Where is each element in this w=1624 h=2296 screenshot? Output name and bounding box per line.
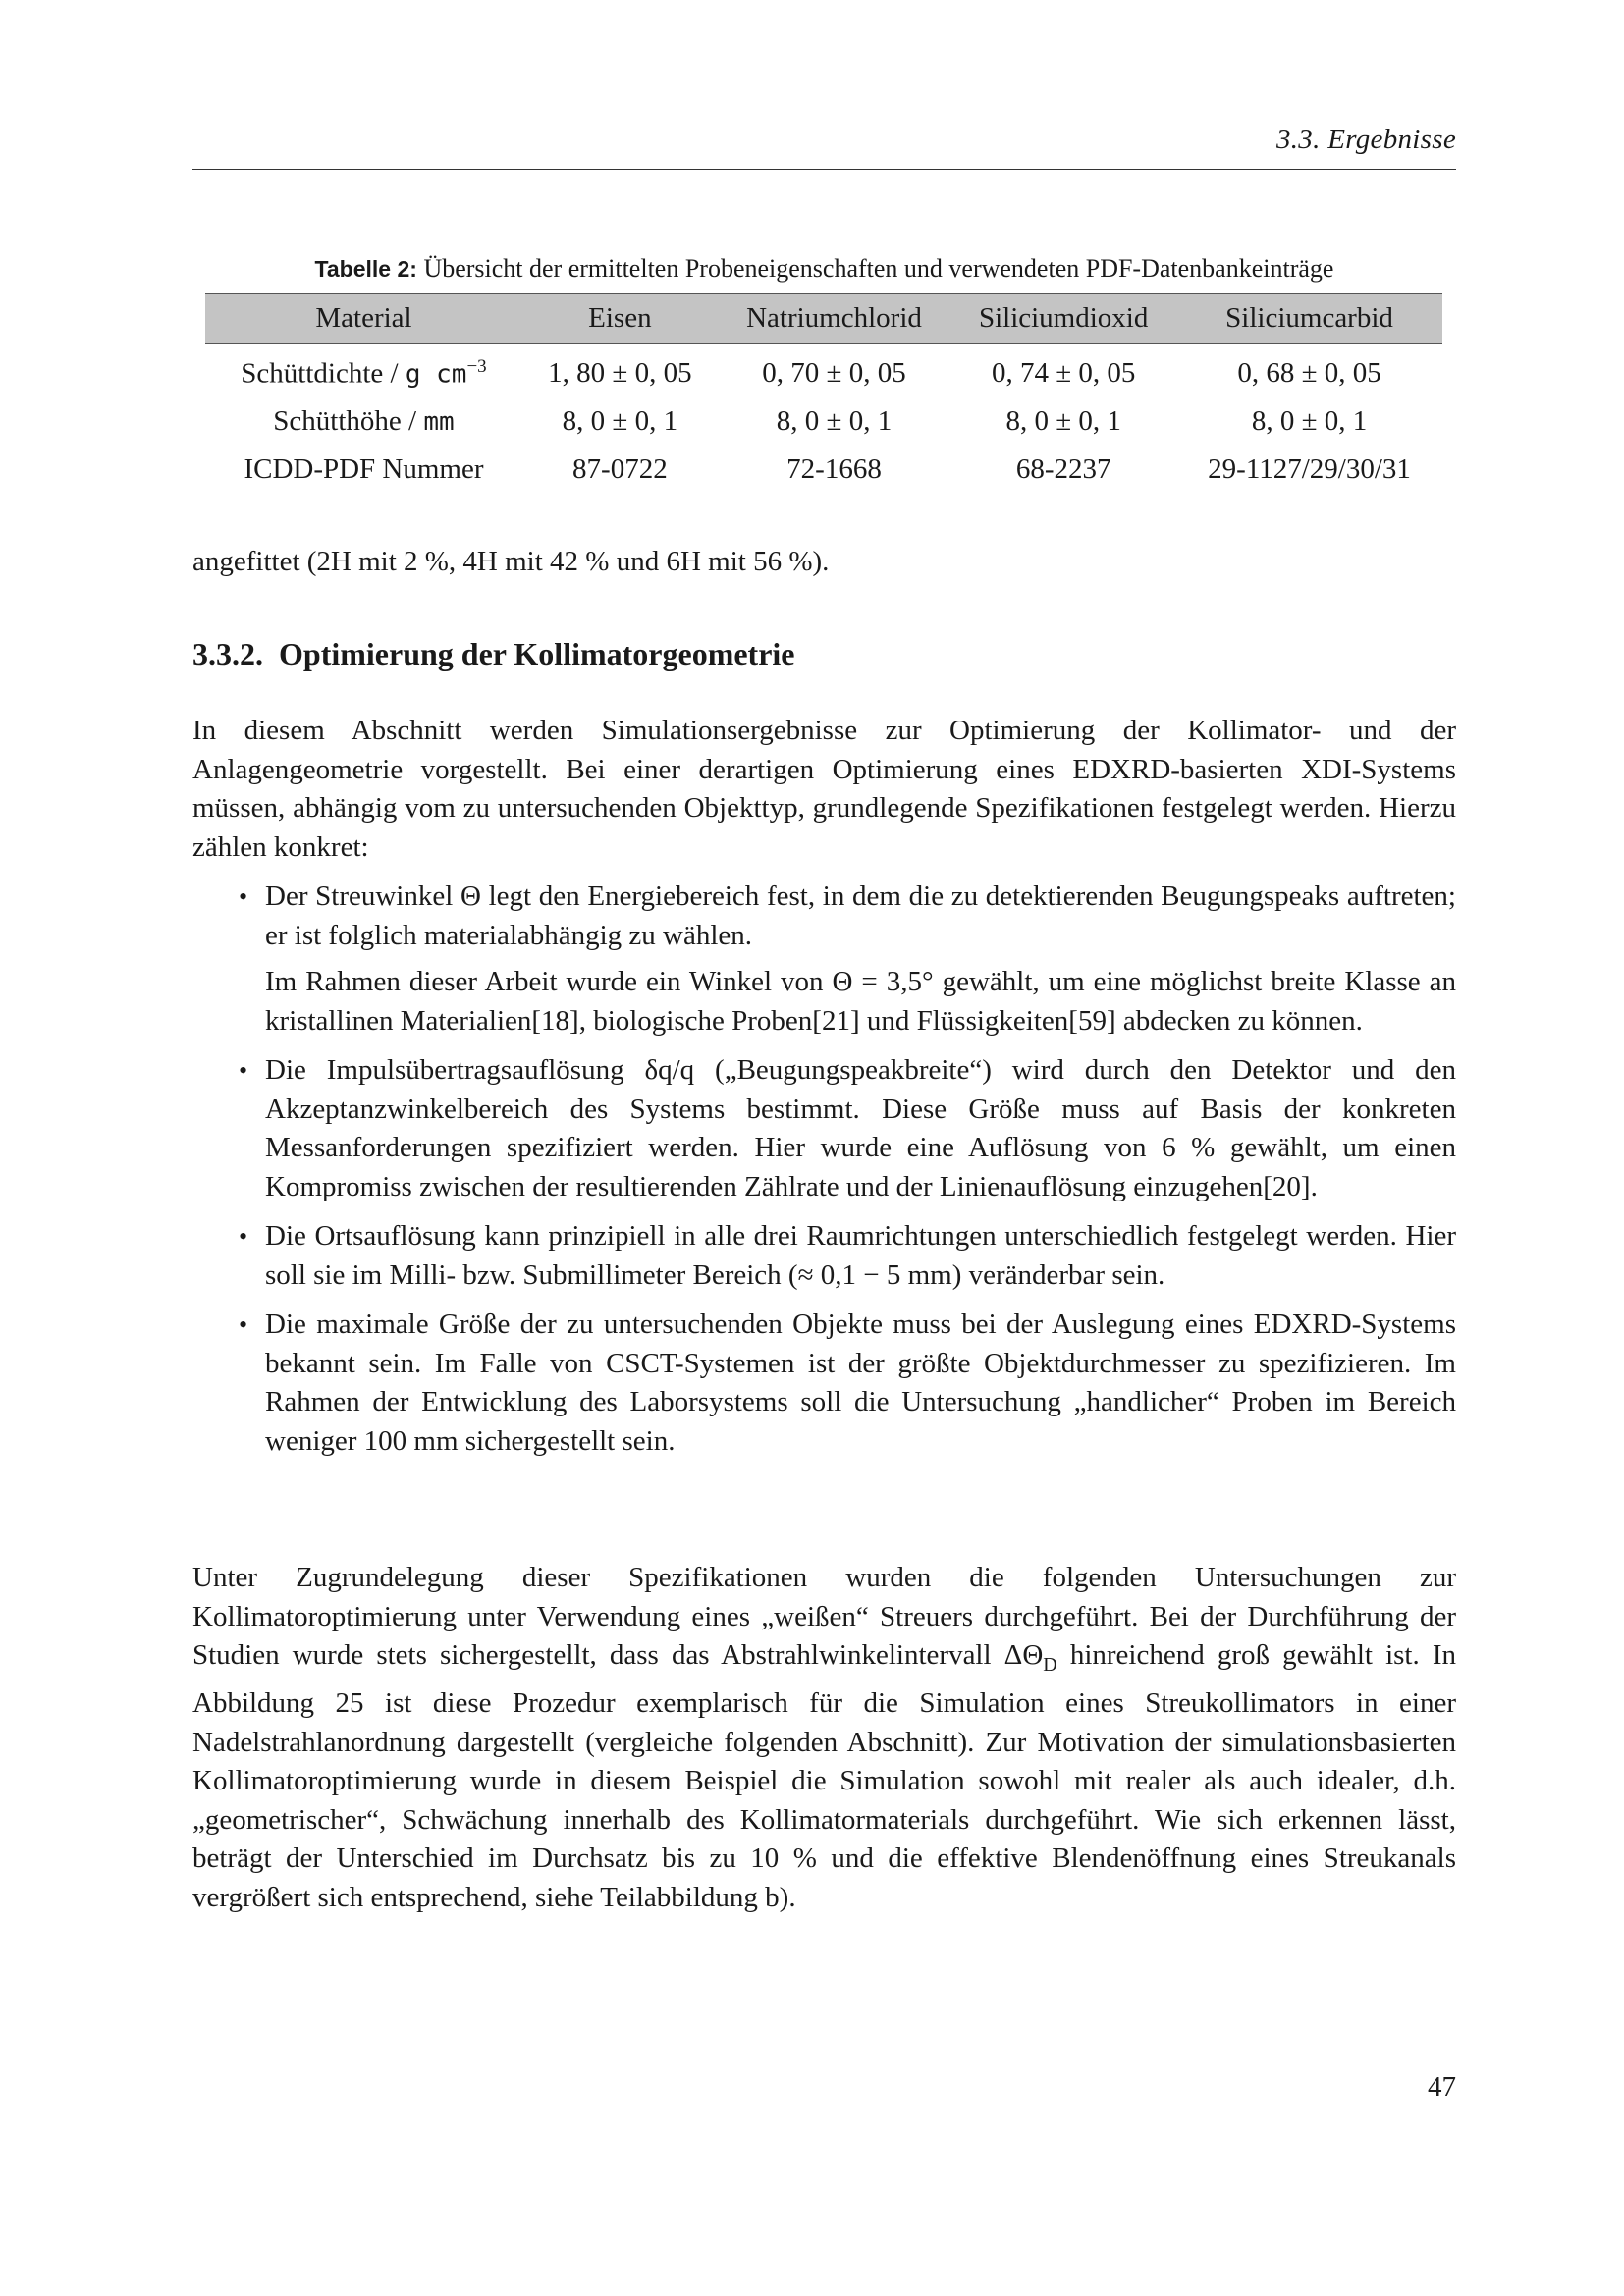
running-header: 3.3. Ergebnisse — [1275, 124, 1456, 155]
list-item-text: Die maximale Größe der zu untersuchenden Objekte muss bei der Auslegung eines EDXRD-Systems bekannt sein. Im Falle von CSCT-Systemen ist der größte Objektdurchmesser zu spezifizieren. Im Rahmen der Entwicklung des Laborsystems soll die Untersuchung „handlicher“ Proben im Bereich weniger 100 mm sichergestellt sein. — [265, 1308, 1456, 1457]
column-header: Material — [205, 294, 522, 344]
row-label-text: Schütthöhe / — [273, 405, 424, 437]
list-item-text: Die Impulsübertragsauflösung δq/q („Beugungspeakbreite“) wird durch den Detektor und den Akzeptanzwinkelbereich des Systems bestimmt. Diese Größe muss auf Basis der konkreten Messanforderungen spezifiziert werden. Hier wurde eine Auflösung von 6 % gewählt, um einen Kompromiss zwischen der resultierenden Zählrate und der Linienauflösung einzugehen[20]. — [265, 1054, 1456, 1202]
row-unit: g cm — [405, 359, 467, 390]
column-header: Natriumchlorid — [718, 294, 950, 344]
row-label-text: Schüttdichte / — [241, 357, 406, 390]
list-item — [192, 1306, 1456, 1461]
table-row — [205, 398, 1442, 446]
paragraph-outro — [192, 1559, 1456, 1917]
column-header: Siliciumdioxid — [950, 294, 1176, 344]
properties-table — [205, 293, 1442, 494]
table-cell: 8, 0 ± 0, 1 — [1005, 405, 1121, 437]
column-header: Siliciumcarbid — [1176, 294, 1442, 344]
table-header-row — [205, 294, 1442, 344]
table-cell: 0, 74 ± 0, 05 — [991, 357, 1136, 389]
table-cell: 29-1127/29/30/31 — [1208, 454, 1411, 485]
table-caption-label: Tabelle 2: — [314, 256, 417, 282]
outro-text-rest: hinreichend groß gewählt ist. In Abbildung 25 ist diese Prozedur exemplarisch für die Simulation eines Streukollimators in einer Nadelstrahlanordnung dargestellt (vergleiche folgenden Abschnitt). Zur Motivation der simulationsbasierten Kollimatoroptimierung wurde in diesem Beispiel die Simulation sowohl mit realer als auch idealer, d.h. „geometrischer“, Schwächung innerhalb des Kollimatormaterials durchgeführt. Wie sich erkennen lässt, beträgt der Unterschied im Durchsatz bis zu 10 % und die effektive Blendenöffnung eines Streukanals vergrößert sich entsprechend, siehe Teilabbildung b). — [192, 1639, 1456, 1913]
list-item — [192, 1051, 1456, 1206]
table-cell: 8, 0 ± 0, 1 — [562, 405, 678, 437]
table-cell: 1, 80 ± 0, 05 — [548, 357, 692, 389]
paragraph-intro: In diesem Abschnitt werden Simulationsergebnisse zur Optimierung der Kollimator- und der Anlagengeometrie vorgestellt. Bei einer derartigen Optimierung eines EDXRD-basierten XDI-Systems müssen, abhängig vom zu untersuchenden Objekttyp, grundlegende Spezifikationen festgelegt werden. Hierzu zählen konkret: — [192, 715, 1456, 863]
bullet-icon: • — [239, 882, 248, 911]
column-header: Eisen — [522, 294, 718, 344]
bullet-icon: • — [239, 1222, 248, 1251]
specification-list — [192, 878, 1456, 1471]
table-row — [205, 344, 1442, 399]
paragraph-angefittet: angefittet (2H mit 2 %, 4H mit 42 % und 6H mit 56 %). — [192, 546, 830, 577]
table-cell: 68-2237 — [1015, 454, 1111, 485]
section-number: 3.3.2. — [192, 636, 263, 671]
list-item-subparagraph: Im Rahmen dieser Arbeit wurde ein Winkel von Θ = 3,5° gewählt, um eine möglichst breite Klasse an kristallinen Materialien[18], biologische Proben[21] und Flüssigkeiten[59] abdecken zu können. — [265, 966, 1456, 1037]
list-item-text: Der Streuwinkel Θ legt den Energiebereich fest, in dem die zu detektierenden Beugungspeaks auftreten; er ist folglich materialabhängig zu wählen. — [265, 881, 1456, 951]
row-label — [205, 344, 522, 399]
table-caption-text: Übersicht der ermittelten Probeneigenschaften und verwendeten PDF-Datenbankeinträge — [423, 254, 1334, 283]
page-number: 47 — [1428, 2071, 1456, 2103]
header-rule — [192, 169, 1456, 170]
outro-text: Unter Zugrundelegung dieser Spezifikationen wurden die folgenden Untersuchungen zur Kollimatoroptimierung unter Verwendung eines „weißen“ Streuers durchgeführt. Bei der Durchführung der Studien wurde stets sichergestellt, dass das Abstrahlwinkelintervall ΔΘ — [192, 1562, 1456, 1671]
bullet-icon: • — [239, 1056, 248, 1085]
table-cell: 0, 70 ± 0, 05 — [762, 357, 906, 389]
table-row — [205, 446, 1442, 494]
table-cell: 8, 0 ± 0, 1 — [1251, 405, 1368, 437]
list-item-text: Die Ortsauflösung kann prinzipiell in alle drei Raumrichtungen unterschiedlich festgelegt werden. Hier soll sie im Milli- bzw. Submillimeter Bereich (≈ 0,1 − 5 mm) veränderbar sein. — [265, 1220, 1456, 1291]
section-heading — [192, 636, 795, 672]
row-label: ICDD-PDF Nummer — [244, 454, 484, 485]
table-cell: 0, 68 ± 0, 05 — [1237, 357, 1381, 389]
section-title: Optimierung der Kollimatorgeometrie — [279, 636, 795, 671]
table-cell: 87-0722 — [572, 454, 668, 485]
table-cell: 72-1668 — [786, 454, 882, 485]
table-caption — [192, 254, 1456, 284]
row-unit: mm — [423, 407, 455, 437]
bullet-icon: • — [239, 1310, 248, 1339]
list-item — [192, 878, 1456, 1041]
list-item — [192, 1217, 1456, 1295]
row-unit-exponent: −3 — [466, 356, 487, 378]
table-cell: 8, 0 ± 0, 1 — [776, 405, 893, 437]
outro-subscript: D — [1043, 1653, 1057, 1676]
row-label — [205, 398, 522, 446]
